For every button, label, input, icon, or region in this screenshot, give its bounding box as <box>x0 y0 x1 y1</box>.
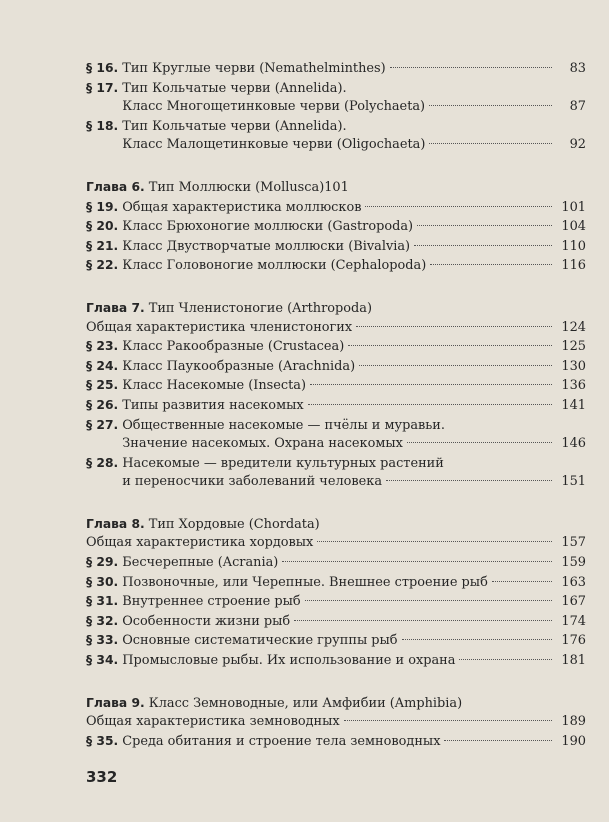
chapter-page-number: 101 <box>324 179 349 195</box>
toc-entry <box>86 454 586 492</box>
dot-leader <box>305 600 552 601</box>
entry-page-number: 189 <box>561 714 586 730</box>
entry-title: Позвоночные, или Черепные. Внешнее строение рыб <box>122 574 488 590</box>
section-marker: § 21. <box>86 238 119 253</box>
dot-leader <box>386 480 552 481</box>
page-number: 332 <box>86 768 118 786</box>
entry-page-number: 190 <box>561 733 586 749</box>
entry-title: Общая характеристика моллюсков <box>122 199 362 215</box>
dot-leader <box>430 264 552 265</box>
chapter-section <box>86 515 586 671</box>
entry-title: Общая характеристика земноводных <box>86 714 340 730</box>
chapter-heading <box>86 299 586 319</box>
chapter-heading <box>86 178 586 198</box>
chapter-section <box>86 299 586 492</box>
toc-entry <box>86 631 586 651</box>
entry-title: и переносчики заболеваний человека <box>122 474 383 490</box>
entry-page-number: 130 <box>561 358 586 374</box>
entry-page-number: 174 <box>561 613 586 629</box>
section-marker: § 23. <box>86 339 119 354</box>
entry-title: Промысловые рыбы. Их использование и охрана <box>122 653 456 669</box>
entry-title: Класс Малощетинковые черви (Oligochaeta) <box>122 137 426 153</box>
dot-leader <box>444 740 552 741</box>
entry-line <box>122 136 586 155</box>
chapter-heading <box>86 694 586 714</box>
entry-title: Общественные насекомые — пчёлы и муравьи. <box>122 417 446 433</box>
chapter-label: Глава 6. <box>86 179 145 194</box>
toc-entry <box>86 396 586 416</box>
section-marker: § 18. <box>86 118 119 133</box>
toc-entry <box>86 198 586 218</box>
dot-leader <box>407 442 552 443</box>
toc-entry <box>86 732 586 752</box>
entry-page-number: 110 <box>561 238 586 254</box>
toc-entry <box>86 256 586 276</box>
dot-leader <box>417 225 552 226</box>
dot-leader <box>294 620 552 621</box>
entry-title: Класс Паукообразные (Arachnida) <box>122 358 356 374</box>
dot-leader <box>429 143 552 144</box>
dot-leader <box>402 639 552 640</box>
entry-page-number: 146 <box>561 436 586 452</box>
entry-page-number: 141 <box>561 397 586 413</box>
entry-line <box>122 473 586 492</box>
entry-title: Особенности жизни рыб <box>122 613 291 629</box>
entry-title: Тип Кольчатые черви (Annelida). <box>122 80 347 96</box>
entry-title: Типы развития насекомых <box>122 397 304 413</box>
toc-entry <box>86 117 586 155</box>
dot-leader <box>414 245 552 246</box>
chapter-label: Глава 7. <box>86 300 145 315</box>
entry-title: Среда обитания и строение тела земноводных <box>122 733 441 749</box>
chapter-title: Тип Моллюски (Mollusca) <box>148 179 325 195</box>
toc-entry <box>86 416 586 454</box>
dot-leader <box>348 345 552 346</box>
entry-page-number: 159 <box>561 555 586 571</box>
section-marker: § 33. <box>86 633 119 648</box>
toc-entry <box>86 592 586 612</box>
toc-entry <box>86 337 586 357</box>
section-marker: § 34. <box>86 653 119 668</box>
entry-title: Класс Головоногие моллюски (Cephalopoda) <box>122 258 427 274</box>
entry-title: Класс Насекомые (Insecta) <box>122 378 306 394</box>
toc-entry <box>86 573 586 593</box>
entry-lines <box>122 118 586 155</box>
entry-title: Насекомые — вредители культурных растений <box>122 455 444 471</box>
entry-title: Класс Брюхоногие моллюски (Gastropoda) <box>122 219 414 235</box>
toc-entry <box>86 79 586 117</box>
section-marker: § 27. <box>86 417 119 432</box>
entry-line <box>122 118 586 137</box>
entry-line <box>122 435 586 454</box>
entry-line <box>122 455 586 474</box>
chapter-section <box>86 59 586 155</box>
toc-entry <box>86 713 586 732</box>
chapter-title: Тип Хордовые (Chordata) <box>148 516 320 532</box>
section-marker: § 35. <box>86 733 119 748</box>
entry-page-number: 181 <box>561 653 586 669</box>
entry-page-number: 101 <box>561 199 586 215</box>
entry-title: Тип Круглые черви (Nemathelminthes) <box>122 61 386 76</box>
dot-leader <box>459 659 552 660</box>
dot-leader <box>356 326 552 327</box>
toc-entry <box>86 651 586 671</box>
chapter-section <box>86 694 586 752</box>
dot-leader <box>344 720 552 721</box>
toc-entry <box>86 319 586 338</box>
section-marker: § 30. <box>86 574 119 589</box>
entry-title: Класс Двустворчатые моллюски (Bivalvia) <box>122 238 411 254</box>
section-marker: § 22. <box>86 258 119 273</box>
entry-page-number: 124 <box>561 319 586 335</box>
entry-page-number: 157 <box>561 535 586 551</box>
entry-page-number: 83 <box>569 61 586 76</box>
section-marker: § 32. <box>86 613 119 628</box>
chapter-label: Глава 8. <box>86 516 145 531</box>
chapter-label: Глава 9. <box>86 695 145 710</box>
dot-leader <box>390 67 552 68</box>
entry-page-number: 116 <box>561 258 586 274</box>
section-marker: § 16. <box>86 61 119 75</box>
entry-line <box>122 98 586 117</box>
dot-leader <box>492 581 552 582</box>
dot-leader <box>429 105 552 106</box>
section-marker: § 31. <box>86 594 119 609</box>
section-marker: § 20. <box>86 219 119 234</box>
toc-entry <box>86 534 586 553</box>
entry-line <box>122 417 586 436</box>
entry-page-number: 92 <box>569 137 586 153</box>
entry-title: Значение насекомых. Охрана насекомых <box>122 436 403 452</box>
entry-page-number: 151 <box>561 474 586 490</box>
entry-title: Тип Кольчатые черви (Annelida). <box>122 118 347 134</box>
dot-leader <box>365 206 552 207</box>
toc-entry <box>86 376 586 396</box>
section-marker: § 24. <box>86 358 119 373</box>
entry-lines <box>122 417 586 454</box>
dot-leader <box>308 404 552 405</box>
entry-lines <box>122 455 586 492</box>
entry-page-number: 163 <box>561 574 586 590</box>
section-marker: § 29. <box>86 555 119 570</box>
entry-title: Бесчерепные (Acrania) <box>122 555 279 571</box>
entry-page-number: 167 <box>561 594 586 610</box>
toc-entry <box>86 59 586 79</box>
entry-page-number: 87 <box>569 99 586 115</box>
toc-entry <box>86 217 586 237</box>
toc-entry <box>86 357 586 377</box>
entry-title: Внутреннее строение рыб <box>122 594 301 610</box>
toc-entry <box>86 237 586 257</box>
chapter-section <box>86 178 586 276</box>
entry-title: Класс Многощетинковые черви (Polychaeta) <box>122 99 426 115</box>
entry-title: Основные систематические группы рыб <box>122 633 398 649</box>
entry-line <box>122 80 586 99</box>
entry-title: Общая характеристика членистоногих <box>86 319 353 335</box>
entry-title: Общая характеристика хордовых <box>86 535 314 551</box>
section-marker: § 26. <box>86 397 119 412</box>
entry-page-number: 125 <box>561 339 586 355</box>
section-marker: § 19. <box>86 199 119 214</box>
entry-lines <box>122 80 586 117</box>
chapter-title: Класс Земноводные, или Амфибии (Amphibia) <box>148 695 463 711</box>
section-marker: § 28. <box>86 455 119 470</box>
entry-page-number: 176 <box>561 633 586 649</box>
dot-leader <box>317 541 552 542</box>
entry-page-number: 136 <box>561 378 586 394</box>
dot-leader <box>282 561 552 562</box>
chapter-title: Тип Членистоногие (Arthropoda) <box>148 300 372 316</box>
dot-leader <box>359 365 552 366</box>
dot-leader <box>310 384 552 385</box>
table-of-contents <box>86 59 586 751</box>
toc-entry <box>86 553 586 573</box>
toc-entry <box>86 612 586 632</box>
chapter-heading <box>86 515 586 535</box>
section-marker: § 17. <box>86 80 119 95</box>
entry-page-number: 104 <box>561 219 586 235</box>
section-marker: § 25. <box>86 378 119 393</box>
entry-title: Класс Ракообразные (Crustacea) <box>122 339 345 355</box>
